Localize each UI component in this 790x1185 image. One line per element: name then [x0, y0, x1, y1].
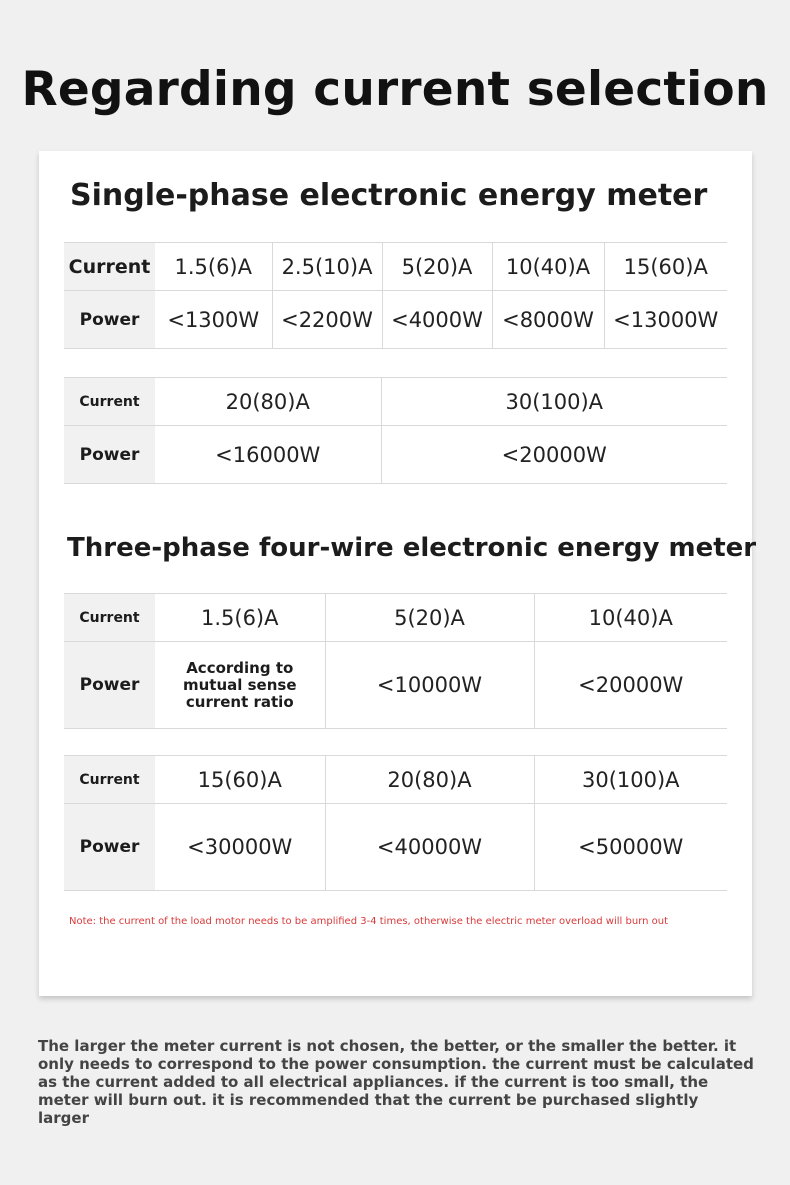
power-value: <8000W	[492, 291, 604, 349]
spec-card	[39, 151, 757, 996]
power-value: <40000W	[325, 804, 534, 891]
current-row	[64, 243, 727, 291]
current-value: 1.5(6)A	[155, 243, 272, 291]
current-value: 20(80)A	[155, 378, 381, 426]
power-value: <16000W	[155, 426, 381, 484]
current-value: 10(40)A	[492, 243, 604, 291]
power-label: Power	[64, 291, 155, 349]
current-row	[64, 756, 727, 804]
current-row	[64, 594, 727, 642]
power-row	[64, 291, 727, 349]
current-value: 5(20)A	[382, 243, 492, 291]
overload-note: Note: the current of the load motor needs to be amplified 3-4 times, otherwise the electric meter overload will burn out	[69, 916, 669, 927]
single-phase-table-2	[64, 377, 727, 484]
power-value: <50000W	[534, 804, 727, 891]
power-value: According to mutual sense current ratio	[155, 642, 325, 729]
current-value: 2.5(10)A	[272, 243, 382, 291]
power-value: <1300W	[155, 291, 272, 349]
power-label: Power	[64, 804, 155, 891]
power-label: Power	[64, 426, 155, 484]
current-value: 30(100)A	[534, 756, 727, 804]
current-value: 10(40)A	[534, 594, 727, 642]
current-row	[64, 378, 727, 426]
page-title: Regarding current selection	[21, 62, 769, 117]
power-row	[64, 426, 727, 484]
current-label: Current	[64, 756, 155, 804]
power-value: <13000W	[604, 291, 727, 349]
power-label: Power	[64, 642, 155, 729]
power-value: <4000W	[382, 291, 492, 349]
current-label: Current	[64, 243, 155, 291]
current-value: 15(60)A	[604, 243, 727, 291]
three-phase-table-1	[64, 593, 727, 729]
power-value: <20000W	[381, 426, 727, 484]
current-label: Current	[64, 378, 155, 426]
current-value: 1.5(6)A	[155, 594, 325, 642]
three-phase-heading: Three-phase four-wire electronic energy meter	[67, 533, 757, 563]
current-value: 5(20)A	[325, 594, 534, 642]
current-value: 15(60)A	[155, 756, 325, 804]
current-label: Current	[64, 594, 155, 642]
power-value: <2200W	[272, 291, 382, 349]
footer-text: The larger the meter current is not chosen, the better, or the smaller the better. it only needs to correspond to the power consumption. the current must be calculated as the current added to all electrical appliances. if the current is too small, the meter will burn out. it is recommended that the current be purchased slightly larger	[38, 1037, 754, 1127]
single-phase-heading: Single-phase electronic energy meter	[70, 178, 708, 213]
power-row	[64, 804, 727, 891]
power-value: <10000W	[325, 642, 534, 729]
three-phase-table-2	[64, 755, 727, 891]
power-row	[64, 642, 727, 729]
power-value: <20000W	[534, 642, 727, 729]
single-phase-table-1	[64, 242, 727, 349]
current-value: 20(80)A	[325, 756, 534, 804]
power-value: <30000W	[155, 804, 325, 891]
current-value: 30(100)A	[381, 378, 727, 426]
